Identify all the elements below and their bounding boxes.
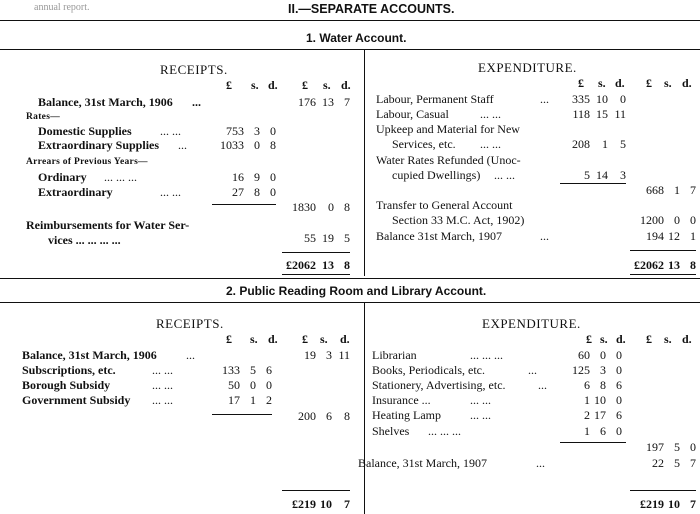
total-pounds: £219 [292, 497, 316, 511]
amount-pence: 5 [620, 137, 626, 151]
amount-pounds: 27 [232, 185, 244, 199]
amount-pounds: 753 [226, 124, 244, 138]
total-pence: 8 [344, 258, 350, 272]
row-label: Upkeep and Material for New [376, 122, 520, 136]
amount-shillings: 1 [674, 183, 680, 197]
row-label: vices ... ... ... ... [48, 233, 121, 247]
col-pounds: £ [586, 332, 592, 346]
column-divider [364, 50, 365, 276]
amount-pence: 0 [616, 393, 622, 407]
row-label: Water Rates Refunded (Unoc- [376, 153, 521, 167]
amount-pounds: 1 [584, 393, 590, 407]
amount-pence: 0 [270, 124, 276, 138]
row-label: Balance, 31st March, 1907 [358, 456, 487, 470]
amount-pounds: 17 [228, 393, 240, 407]
amount-pounds: 5 [584, 168, 590, 182]
amount-shillings: 0 [254, 138, 260, 152]
leader-dots: ... [178, 138, 187, 152]
amount-pence: 0 [270, 185, 276, 199]
amount-pence: 0 [270, 170, 276, 184]
col-pounds: £ [646, 332, 652, 346]
amount-shillings: 10 [594, 393, 606, 407]
amount-pence: 0 [690, 213, 696, 227]
amount-pounds: 125 [572, 363, 590, 377]
total-pence: 7 [690, 497, 696, 511]
row-label: Extraordinary Supplies [38, 138, 160, 152]
receipts-heading: RECEIPTS. [160, 62, 228, 77]
leader-dots: ... ... ... [470, 348, 503, 362]
sum-rule [282, 252, 350, 253]
leader-dots: ... ... [494, 168, 515, 182]
leader-dots: ... [540, 92, 549, 106]
col-shillings: s. [250, 332, 258, 346]
amount-shillings: 0 [328, 200, 334, 214]
leader-dots: ... ... [152, 363, 173, 377]
expenditure-heading: EXPENDITURE. [482, 316, 581, 331]
col-pounds: £ [646, 76, 652, 90]
amount-shillings: 0 [250, 378, 256, 392]
row-label: Ordinary [38, 170, 87, 184]
sum-rule [560, 183, 626, 184]
row-label: Stationery, Advertising, etc. [372, 378, 506, 392]
divider [0, 302, 700, 303]
col-pence: d. [616, 332, 626, 346]
faint-running-header: annual report. [34, 2, 90, 13]
row-label: cupied Dwellings) [392, 168, 481, 182]
row-label: Balance, 31st March, 1906 [38, 95, 173, 109]
group-heading: Arrears of Previous Years— [26, 157, 148, 167]
amount-shillings: 13 [322, 95, 334, 109]
amount-pence: 11 [614, 107, 626, 121]
col-shillings: s. [251, 78, 259, 92]
total-pounds: £2062 [286, 258, 316, 272]
leader-dots: ... [186, 348, 195, 362]
amount-pounds: 1033 [220, 138, 244, 152]
amount-pounds: 19 [304, 348, 316, 362]
row-label: Section 33 M.C. Act, 1902) [392, 213, 525, 227]
amount-shillings: 3 [326, 348, 332, 362]
amount-pence: 7 [344, 95, 350, 109]
amount-shillings: 10 [596, 92, 608, 106]
leader-dots: ... [528, 363, 537, 377]
amount-pounds: 208 [572, 137, 590, 151]
total-pounds: £2062 [634, 258, 664, 272]
col-pence: d. [268, 78, 278, 92]
amount-shillings: 17 [594, 408, 606, 422]
amount-pounds: 2 [584, 408, 590, 422]
amount-pence: 5 [344, 231, 350, 245]
col-pounds: £ [578, 76, 584, 90]
amount-pence: 6 [616, 378, 622, 392]
leader-dots: ... ... [160, 185, 181, 199]
amount-pence: 8 [270, 138, 276, 152]
row-label: Domestic Supplies [38, 124, 132, 138]
leader-dots: ... ... [152, 378, 173, 392]
amount-pence: 11 [338, 348, 350, 362]
amount-pence: 1 [690, 229, 696, 243]
total-shillings: 13 [668, 258, 680, 272]
leader-dots: ... ... [480, 137, 501, 151]
amount-shillings: 12 [668, 229, 680, 243]
amount-shillings: 14 [596, 168, 608, 182]
amount-pounds: 22 [652, 456, 664, 470]
amount-pence: 2 [266, 393, 272, 407]
row-label: Heating Lamp [372, 408, 441, 422]
row-label: Borough Subsidy [22, 378, 111, 392]
amount-shillings: 1 [250, 393, 256, 407]
amount-pounds: 55 [304, 231, 316, 245]
row-label: Services, etc. [392, 137, 456, 151]
leader-dots: ... [538, 378, 547, 392]
amount-pence: 0 [616, 363, 622, 377]
leader-dots: ... ... [480, 107, 501, 121]
amount-shillings: 15 [596, 107, 608, 121]
row-label: Transfer to General Account [376, 198, 513, 212]
amount-pence: 6 [266, 363, 272, 377]
row-label: Labour, Permanent Staff [376, 92, 494, 106]
amount-pence: 7 [690, 183, 696, 197]
amount-shillings: 8 [254, 185, 260, 199]
total-pence: 7 [344, 497, 350, 511]
col-shillings: s. [598, 76, 606, 90]
amount-pounds: 60 [578, 348, 590, 362]
row-label: Balance, 31st March, 1906 [22, 348, 157, 362]
amount-shillings: 0 [600, 348, 606, 362]
sum-rule [212, 204, 276, 205]
row-label: Balance 31st March, 1907 [376, 229, 502, 243]
col-pounds: £ [226, 332, 232, 346]
amount-shillings: 5 [674, 440, 680, 454]
col-pence: d. [268, 332, 278, 346]
expenditure-heading: EXPENDITURE. [478, 60, 577, 75]
total-pence: 8 [690, 258, 696, 272]
row-label: Insurance ... [372, 393, 431, 407]
sum-rule [630, 250, 696, 251]
amount-shillings: 1 [602, 137, 608, 151]
amount-pence: 0 [616, 348, 622, 362]
col-pence: d. [340, 332, 350, 346]
sum-rule [560, 442, 626, 443]
amount-shillings: 8 [600, 378, 606, 392]
col-shillings: s. [664, 332, 672, 346]
amount-shillings: 6 [326, 409, 332, 423]
amount-pounds: 197 [646, 440, 664, 454]
amount-pounds: 133 [222, 363, 240, 377]
amount-pence: 8 [344, 409, 350, 423]
column-divider [364, 303, 365, 514]
amount-pounds: 16 [232, 170, 244, 184]
amount-pounds: 668 [646, 183, 664, 197]
leader-dots: ... [192, 95, 201, 109]
row-label: Government Subsidy [22, 393, 131, 407]
leader-dots: ... ... [470, 393, 491, 407]
col-shillings: s. [600, 332, 608, 346]
amount-pence: 8 [344, 200, 350, 214]
amount-pounds: 1200 [640, 213, 664, 227]
row-label: Extraordinary [38, 185, 113, 199]
row-label: Subscriptions, etc. [22, 363, 116, 377]
amount-pence: 7 [690, 456, 696, 470]
total-rule [630, 274, 696, 275]
sum-rule [282, 490, 350, 491]
receipts-heading: RECEIPTS. [156, 316, 224, 331]
amount-shillings: 9 [254, 170, 260, 184]
row-label: Librarian [372, 348, 417, 362]
leader-dots: ... ... [160, 124, 181, 138]
amount-pounds: 50 [228, 378, 240, 392]
row-label: Labour, Casual [376, 107, 449, 121]
col-pence: d. [682, 332, 692, 346]
amount-shillings: 3 [254, 124, 260, 138]
col-shillings: s. [664, 76, 672, 90]
group-heading: Rates— [26, 112, 60, 122]
col-pounds: £ [302, 78, 308, 92]
leader-dots: ... ... ... [428, 424, 461, 438]
amount-pence: 3 [620, 168, 626, 182]
col-pence: d. [615, 76, 625, 90]
amount-pounds: 1830 [292, 200, 316, 214]
amount-pence: 0 [266, 378, 272, 392]
row-label: Books, Periodicals, etc. [372, 363, 485, 377]
row-label: Reimbursements for Water Ser- [26, 218, 190, 232]
amount-pounds: 118 [572, 107, 590, 121]
leader-dots: ... [536, 456, 545, 470]
col-shillings: s. [320, 332, 328, 346]
leader-dots: ... ... [152, 393, 173, 407]
total-shillings: 10 [668, 497, 680, 511]
amount-pounds: 194 [646, 229, 664, 243]
divider [0, 49, 700, 50]
amount-pence: 0 [620, 92, 626, 106]
col-shillings: s. [323, 78, 331, 92]
total-shillings: 13 [322, 258, 334, 272]
amount-shillings: 5 [674, 456, 680, 470]
col-pence: d. [682, 76, 692, 90]
sum-rule [212, 414, 272, 415]
amount-shillings: 19 [322, 231, 334, 245]
amount-shillings: 5 [250, 363, 256, 377]
amount-pence: 0 [616, 424, 622, 438]
col-pounds: £ [226, 78, 232, 92]
amount-pounds: 200 [298, 409, 316, 423]
sum-rule [630, 490, 696, 491]
row-label: Shelves [372, 424, 410, 438]
amount-pounds: 6 [584, 378, 590, 392]
amount-shillings: 0 [674, 213, 680, 227]
amount-shillings: 3 [600, 363, 606, 377]
divider [0, 20, 700, 21]
section-title-water: 1. Water Account. [306, 31, 407, 45]
col-pounds: £ [302, 332, 308, 346]
leader-dots: ... [540, 229, 549, 243]
leader-dots: ... ... [470, 408, 491, 422]
amount-pounds: 176 [298, 95, 316, 109]
total-rule [282, 274, 350, 275]
amount-pence: 6 [616, 408, 622, 422]
amount-pounds: 1 [584, 424, 590, 438]
leader-dots: ... ... ... [104, 170, 137, 184]
total-shillings: 10 [320, 497, 332, 511]
divider [0, 278, 700, 279]
amount-pence: 0 [690, 440, 696, 454]
section-title-library: 2. Public Reading Room and Library Account. [226, 284, 487, 298]
amount-shillings: 6 [600, 424, 606, 438]
col-pence: d. [341, 78, 351, 92]
page-title: II.—SEPARATE ACCOUNTS. [288, 2, 455, 16]
total-pounds: £219 [640, 497, 664, 511]
amount-pounds: 335 [572, 92, 590, 106]
